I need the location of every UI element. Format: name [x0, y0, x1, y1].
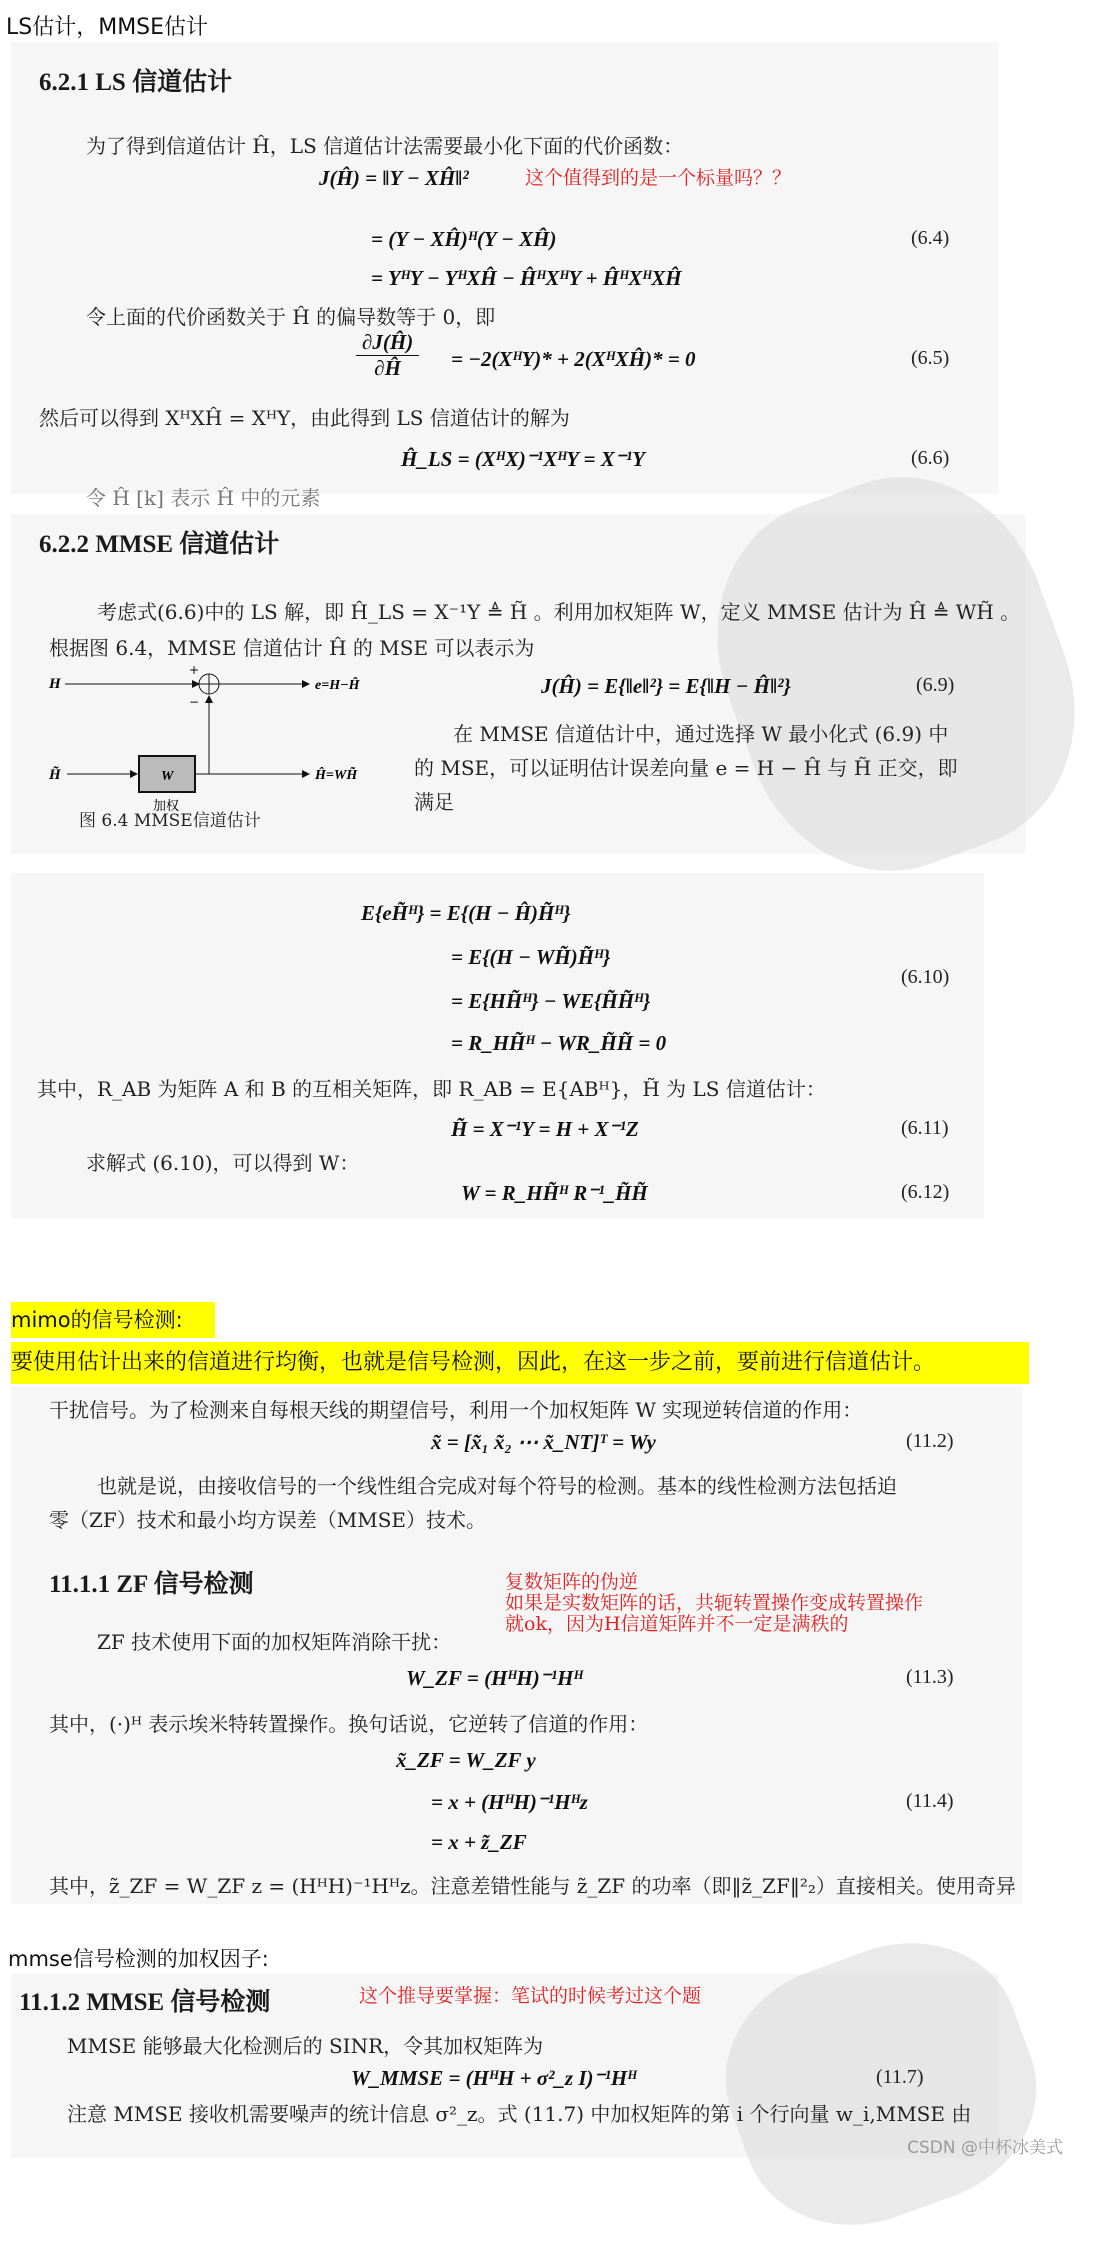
equation-number: (11.3) [906, 1666, 954, 1688]
equation-number: (6.12) [901, 1181, 950, 1203]
paragraph: 为了得到信道估计 Ĥ，LS 信道估计法需要最小化下面的代价函数： [86, 134, 684, 158]
paragraph: 令上面的代价函数关于 Ĥ 的偏导数等于 0，即 [86, 305, 496, 329]
equation: = x + (HᴴH)⁻¹Hᴴz [431, 1790, 588, 1814]
section-label: mmse信号检测的加权因子: [8, 1947, 269, 1971]
paragraph: 然后可以得到 XᴴXĤ = XᴴY，由此得到 LS 信道估计的解为 [39, 406, 570, 430]
paragraph: 零（ZF）技术和最小均方误差（MMSE）技术。 [49, 1508, 487, 1532]
heading: 6.2.1 LS 信道估计 [39, 69, 233, 96]
input-htilde-label: H̃ [49, 767, 61, 783]
equation-number: (6.6) [911, 447, 950, 469]
paragraph: 满足 [414, 790, 454, 814]
equation-number: (6.5) [911, 347, 950, 369]
output-e-label: e=H−Ĥ [315, 678, 360, 693]
zf-detection-excerpt [11, 1386, 1022, 1904]
paragraph: 注意 MMSE 接收机需要噪声的统计信息 σ²_z。式 (11.7) 中加权矩阵的第 i 个行向量 w_i,MMSE 由 [67, 2102, 972, 2126]
note-line: 复数矩阵的伪逆 [505, 1571, 639, 1593]
paragraph: 根据图 6.4，MMSE 信道估计 Ĥ 的 MSE 可以表示为 [49, 636, 535, 660]
mmse-estimation-excerpt [11, 514, 1026, 854]
annotation-note [505, 1572, 923, 1635]
equation-number: (6.11) [901, 1117, 949, 1139]
equation-number: (11.2) [906, 1430, 954, 1452]
equation-number: (6.9) [916, 674, 955, 696]
annotation-note: 这个推导要掌握：笔试的时候考过这个题 [359, 1985, 702, 2007]
paragraph: 求解式 (6.10)，可以得到 W： [86, 1151, 360, 1175]
equation-number: (11.7) [876, 2066, 924, 2088]
equation: Ĥ_LS = (XᴴX)⁻¹XᴴY = X⁻¹Y [401, 447, 645, 471]
weight-block-label: W [161, 769, 174, 784]
note-line: 就ok，因为H信道矩阵并不一定是满秩的 [505, 1613, 849, 1635]
equation: = R_HH̃ᴴ − WR_H̃H̃ = 0 [451, 1031, 667, 1055]
output-hhat-label: Ĥ=WH̃ [315, 768, 358, 783]
equation-number: (6.10) [901, 966, 950, 988]
equation: H̃ = X⁻¹Y = H + X⁻¹Z [451, 1117, 639, 1141]
equation: = YᴴY − YᴴXĤ − ĤᴴXᴴY + ĤᴴXᴴXĤ [371, 266, 682, 290]
minus-sign: − [189, 695, 200, 709]
paragraph: 也就是说，由接收信号的一个线性组合完成对每个符号的检测。基本的线性检测方法包括迫 [97, 1474, 897, 1498]
fraction-denominator: ∂Ĥ [374, 356, 401, 380]
equation: E{eH̃ᴴ} = E{(H − Ĥ)H̃ᴴ} [361, 901, 571, 925]
weight-caption: 加权 [153, 799, 180, 814]
cut-off-text: 令 Ĥ [k] 表示 Ĥ 中的元素 [86, 486, 321, 510]
note-line: 如果是实数矩阵的话，共轭转置操作变成转置操作 [505, 1592, 924, 1614]
figure-caption: 图 6.4 MMSE信道估计 [79, 811, 261, 831]
equation: = −2(XᴴY)* + 2(XᴴXĤ)* = 0 [451, 347, 696, 371]
equation: J(Ĥ) = E{‖e‖²} = E{‖H − Ĥ‖²} [541, 674, 791, 698]
equation-number: (11.4) [906, 1790, 954, 1812]
equation: x̃ = [x̃₁ x̃₂ ⋯ x̃_NT]ᵀ = Wy [431, 1430, 656, 1454]
mmse-detection-excerpt [11, 1974, 998, 2158]
highlighted-note: 要使用估计出来的信道进行均衡，也就是信号检测，因此，在这一步之前，要前进行信道估计。 [11, 1342, 1029, 1384]
paragraph: 考虑式(6.6)中的 LS 解，即 Ĥ_LS = X⁻¹Y ≜ H̃ 。利用加权矩阵 W，定义 MMSE 估计为 Ĥ ≜ WH̃ 。 [97, 600, 1021, 624]
equation: = (Y − XĤ)ᴴ(Y − XĤ) [371, 227, 557, 251]
paragraph: ZF 技术使用下面的加权矩阵消除干扰： [97, 1630, 452, 1654]
plus-sign: + [189, 663, 200, 677]
paragraph: 在 MMSE 信道估计中，通过选择 W 最小化式 (6.9) 中 [453, 722, 949, 746]
mmse-derivation-excerpt [11, 873, 984, 1218]
equation-fraction [356, 330, 419, 381]
equation: = E{HH̃ᴴ} − WE{H̃H̃ᴴ} [451, 989, 651, 1013]
equation: J(Ĥ) = ‖Y − XĤ‖² [319, 166, 469, 190]
equation: W_ZF = (HᴴH)⁻¹Hᴴ [406, 1666, 583, 1690]
heading: 6.2.2 MMSE 信道估计 [39, 531, 280, 558]
paragraph: 其中，z̃_ZF = W_ZF z = (HᴴH)⁻¹Hᴴz。注意差错性能与 z̃_ZF 的功率（即‖z̃_ZF‖²₂）直接相关。使用奇异 [49, 1874, 1016, 1898]
fraction-numerator: ∂J(Ĥ) [356, 330, 419, 356]
equation: = x + z̃_ZF [431, 1830, 527, 1854]
equation: = E{(H − WH̃)H̃ᴴ} [451, 945, 611, 969]
highlighted-heading: mimo的信号检测: [11, 1302, 215, 1338]
paragraph: 的 MSE，可以证明估计误差向量 e = H − Ĥ 与 H̃ 正交，即 [414, 756, 958, 780]
annotation-note: 这个值得到的是一个标量吗？？ [525, 167, 792, 189]
heading: 11.1.1 ZF 信号检测 [49, 1571, 254, 1598]
input-h-label: H [49, 676, 61, 692]
equation: x̃_ZF = W_ZF y [396, 1748, 536, 1772]
equation: W = R_HH̃ᴴ R⁻¹_H̃H̃ [461, 1181, 648, 1205]
csdn-watermark: CSDN @中杯冰美式 [907, 2138, 1063, 2158]
paragraph: 干扰信号。为了检测来自每根天线的期望信号，利用一个加权矩阵 W 实现逆转信道的作用： [49, 1398, 863, 1422]
equation: W_MMSE = (HᴴH + σ²_z I)⁻¹Hᴴ [351, 2066, 637, 2090]
paragraph: 其中，(·)ᴴ 表示埃米特转置操作。换句话说，它逆转了信道的作用： [49, 1712, 649, 1736]
paragraph: MMSE 能够最大化检测后的 SINR，令其加权矩阵为 [67, 2034, 544, 2058]
heading: 11.1.2 MMSE 信号检测 [19, 1989, 271, 2016]
section-title: LS估计，MMSE估计 [6, 15, 209, 40]
paragraph: 其中，R_AB 为矩阵 A 和 B 的互相关矩阵，即 R_AB = E{ABᴴ}，H̃ 为 LS 信道估计： [37, 1077, 826, 1101]
equation-number: (6.4) [911, 227, 950, 249]
ls-estimation-excerpt [11, 42, 998, 510]
